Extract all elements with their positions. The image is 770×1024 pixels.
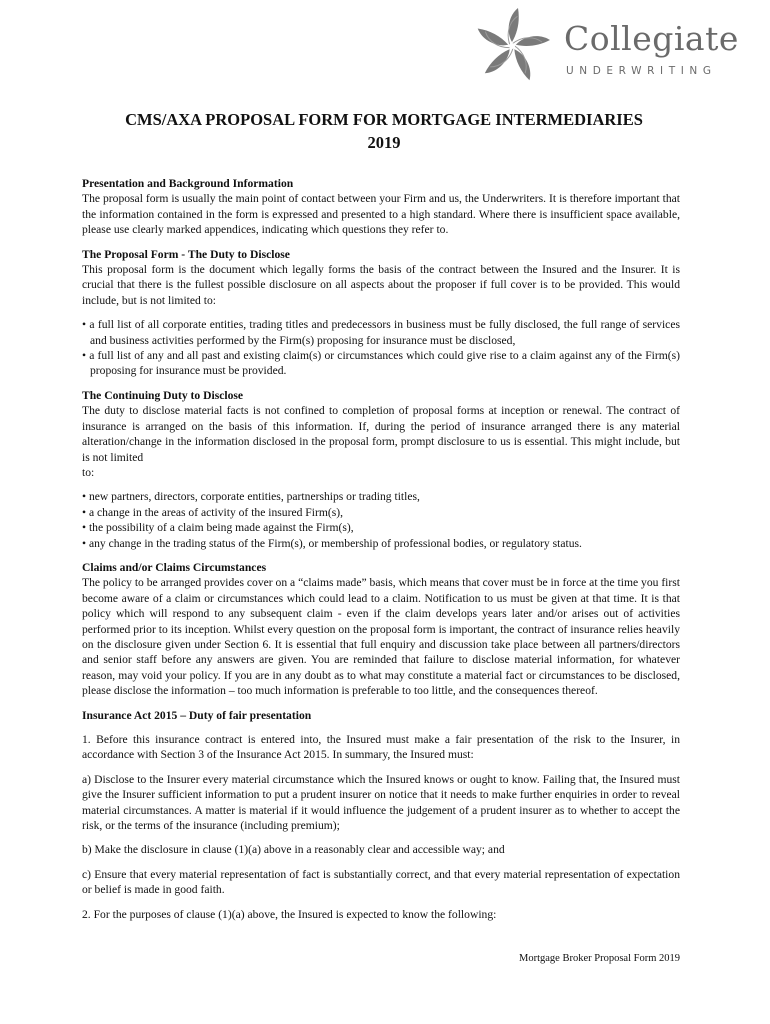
presentation-body: The proposal form is usually the main point of contact between your Firm and us, the Underwriters. It is therefore important that the information contained in the form is expressed and presented to a high standard. Where there is insufficient space available, please use clearly marked appendices, indicating which questions they refer to. <box>82 192 680 237</box>
insurance-act-clause-c: c) Ensure that every material representation of fact is substantially correct, and that every material representation of expectation or belief is made in good faith. <box>82 867 680 897</box>
continuing-bullet: • any change in the trading status of the Firm(s), or membership of professional bodies, or regulatory status. <box>82 536 582 550</box>
presentation-heading: Presentation and Background Information <box>82 177 294 190</box>
insurance-act-clause-b: b) Make the disclosure in clause (1)(a) above in a reasonably clear and accessible way; and <box>82 843 505 857</box>
continuing-body-tail: to: <box>82 465 95 479</box>
logo-subtitle: UNDERWRITING <box>566 65 717 77</box>
continuing-bullet: • a change in the areas of activity of the insured Firm(s), <box>82 505 343 519</box>
continuing-body: The duty to disclose material facts is not confined to completion of proposal forms at inception or renewal. The contract of insurance is arranged on the basis of this information. If, during the period of insurance arranged there is any material alteration/change in the information disclosed in the proposal form, prompt disclosure to us is essential. This might include, but is not limited <box>82 404 680 464</box>
duty-body: This proposal form is the document which legally forms the basis of the contract between the Insured and the Insurer. It is crucial that there is the fullest possible disclosure on all aspects about the proposer if full cover is to be provided. This would include, but is not limited to: <box>82 263 680 307</box>
duty-bullet: • a full list of any and all past and existing claim(s) or circumstances which could give rise to a claim against any of the Firm(s) proposing for insurance must be provided. <box>82 349 680 378</box>
duty-bullet: • a full list of all corporate entities, trading titles and predecessors in business must be fully disclosed, the full range of services and business activities performed by the Firm(s) proposing for insurance must be disclosed, <box>82 318 680 347</box>
logo-name: Collegiate <box>564 19 739 58</box>
claims-heading: Claims and/or Claims Circumstances <box>82 560 267 574</box>
insurance-act-para-1: 1. Before this insurance contract is entered into, the Insured must make a fair presentation of the risk to the Insurer, in accordance with Section 3 of the Insurance Act 2015. In summary, the Insured must: <box>82 733 680 762</box>
title-line-1: CMS/AXA PROPOSAL FORM FOR MORTGAGE INTERMEDIARIES <box>125 110 643 129</box>
title-line-2: 2019 <box>367 133 401 152</box>
page-title <box>60 108 708 154</box>
page-footer: Mortgage Broker Proposal Form 2019 <box>519 953 680 964</box>
collegiate-logo <box>468 4 739 90</box>
claims-body: The policy to be arranged provides cover on a “claims made” basis, which means that cover must be in force at the time you first become aware of a claim or circumstances which could lead to a claim. Notification to us must be given at that time. It is that policy which will respond to any subsequent claim - even if the claim develops years later and/or arises out of activities performed prior to its inception. Whilst every question on the proposal form is important, the contract of insurance relies heavily on the disclosure given under Section 6. It is essential that full enquiry and discussion take place between all partners/directors and senior staff before any answers are given. You are reminded that failure to disclose material information, for whatever reason, may void your policy. If you are in any doubt as to what may constitute a material fact or circumstances to be disclosed, please disclose the information – too much information is preferable to too little, and the consequences thereof. <box>82 576 680 698</box>
document-body <box>82 176 680 922</box>
insurance-act-heading: Insurance Act 2015 – Duty of fair presentation <box>82 708 312 722</box>
duty-heading: The Proposal Form - The Duty to Disclose <box>82 247 290 261</box>
continuing-heading: The Continuing Duty to Disclose <box>82 388 244 402</box>
continuing-bullet: • the possibility of a claim being made against the Firm(s), <box>82 521 354 535</box>
insurance-act-para-2: 2. For the purposes of clause (1)(a) above, the Insured is expected to know the following: <box>82 907 497 921</box>
flower-logo-icon <box>468 4 556 86</box>
continuing-bullet: • new partners, directors, corporate entities, partnerships or trading titles, <box>82 490 420 504</box>
insurance-act-clause-a: a) Disclose to the Insurer every material circumstance which the Insured knows or ought to know. Failing that, the Insured must give the Insurer sufficient information to put a prudent insurer on notice that it needs to make further enquiries in order to reveal material circumstances. A matter is material if it would influence the judgement of a prudent insurer as to whether to accept the risk, or the terms of the insurance (including premium); <box>82 772 680 833</box>
